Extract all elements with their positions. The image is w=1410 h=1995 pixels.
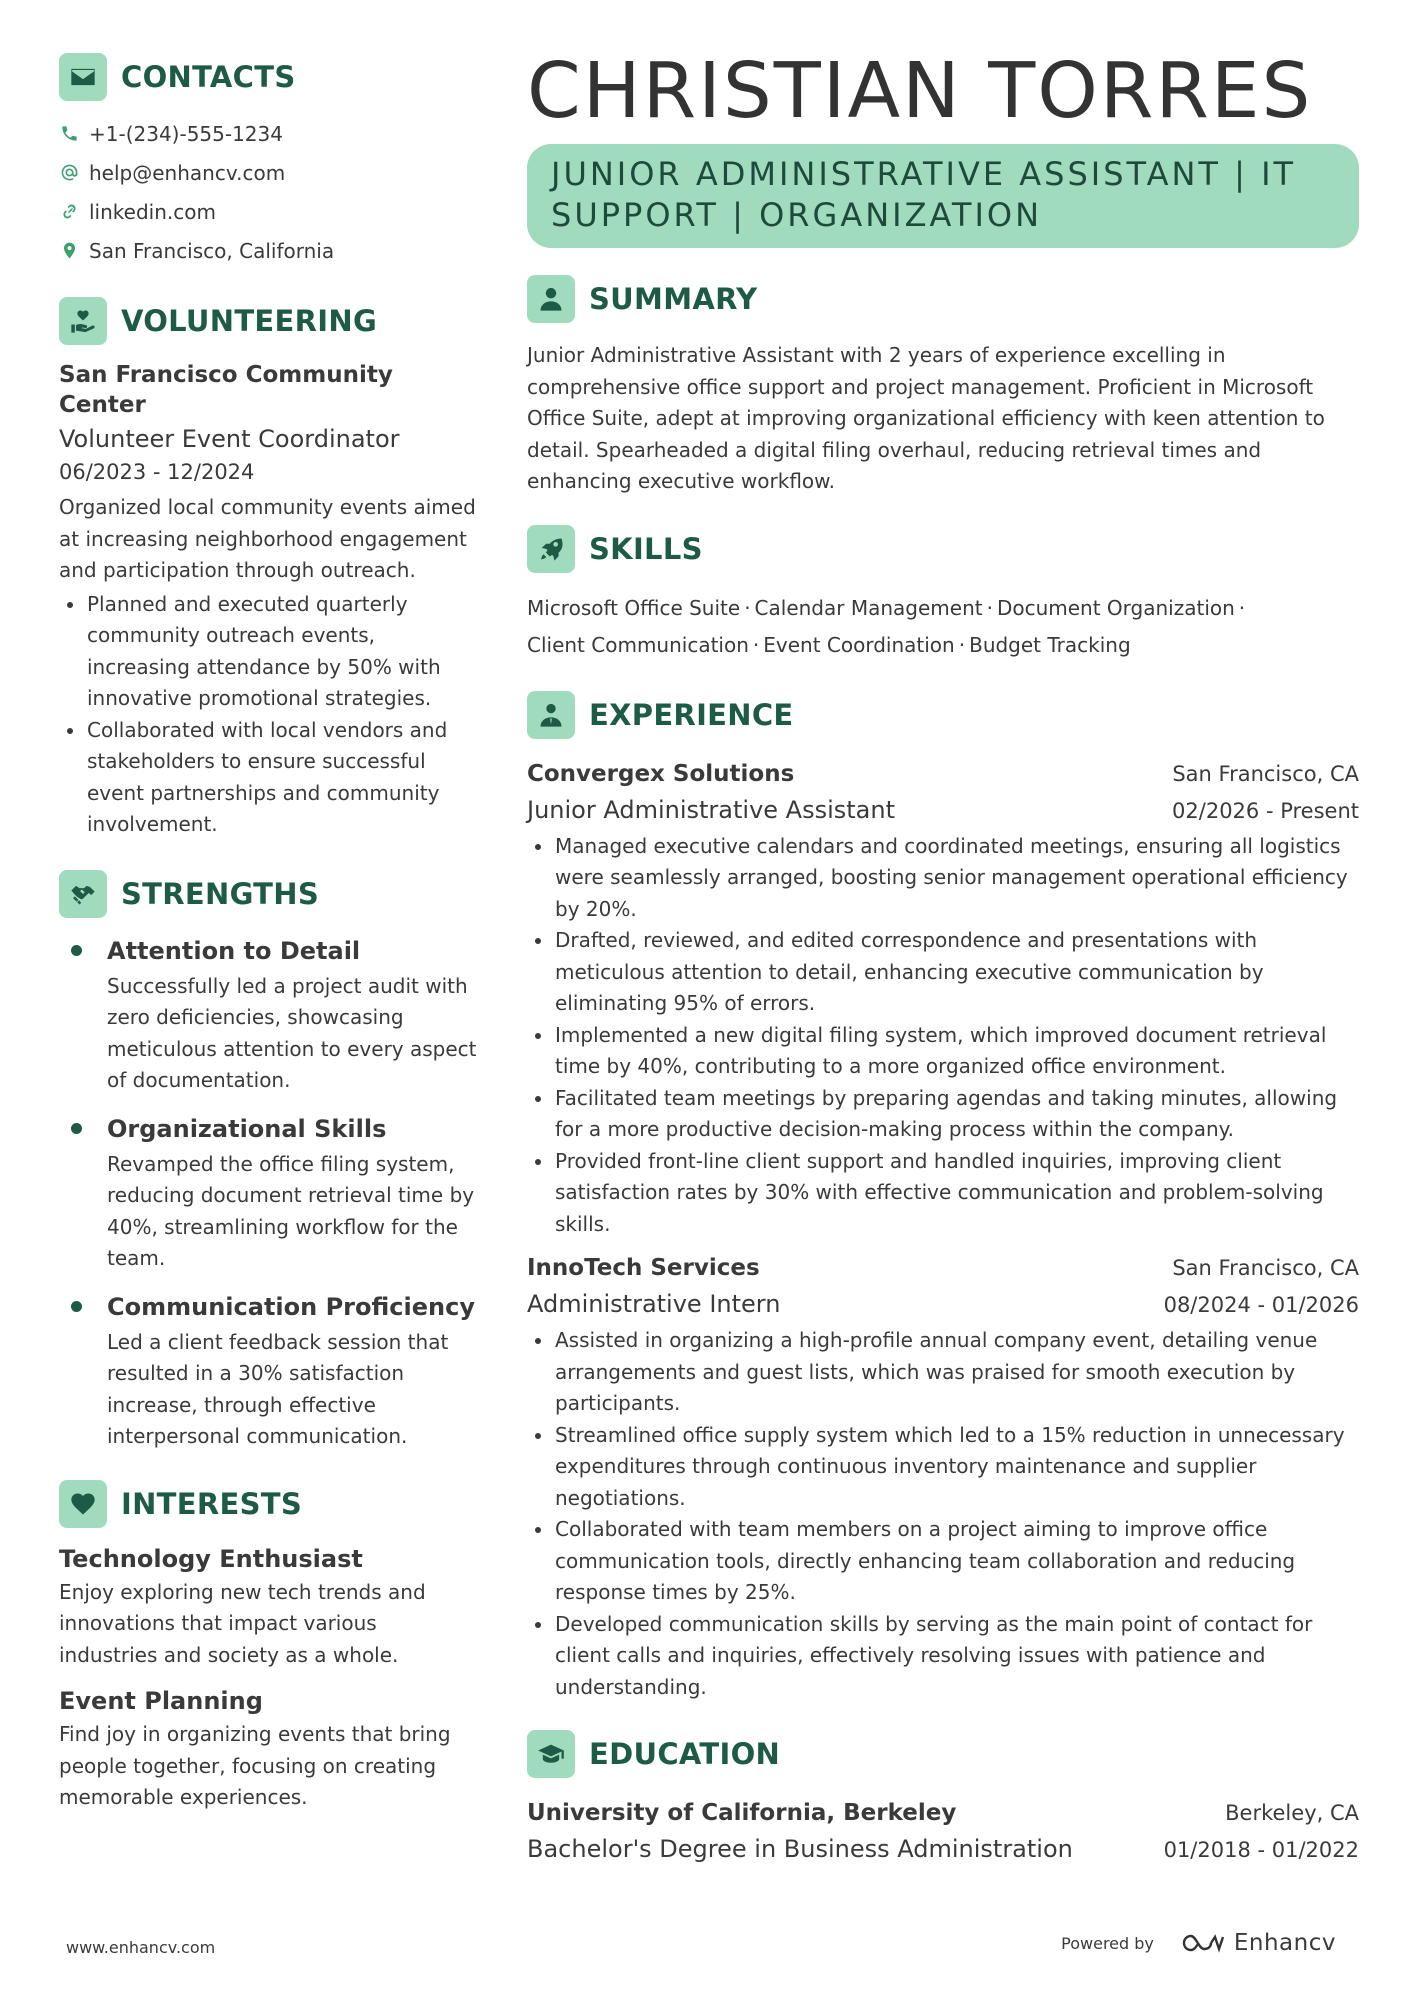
job-period: 08/2024 - 01/2026 xyxy=(1163,1293,1359,1317)
bullet-dot xyxy=(71,1301,82,1312)
skill-item: Client Communication xyxy=(527,632,749,657)
brand-name: Enhancv xyxy=(1233,1930,1336,1956)
list-item: Collaborated with local vendors and stakeholders to ensure successful event partnerships and community involvement. xyxy=(59,715,479,841)
education-period: 01/2018 - 01/2022 xyxy=(1163,1838,1359,1862)
list-item: Provided front-line client support and handled inquiries, improving client satisfaction rates by 30% with effective communication and problem-solving skills. xyxy=(527,1146,1359,1241)
skill-item: Budget Tracking xyxy=(969,632,1131,657)
interests-section xyxy=(59,1479,479,1814)
volunteer-role: Volunteer Event Coordinator xyxy=(59,425,400,453)
job-bullets xyxy=(527,1325,1359,1703)
strengths-section xyxy=(59,869,479,1453)
interests-title: INTERESTS xyxy=(121,1486,303,1521)
strength-item xyxy=(59,1291,479,1453)
strength-description: Successfully led a project audit with zero deficiencies, showcasing meticulous attention to every aspect of documentation. xyxy=(107,973,477,1092)
job-entry xyxy=(527,1250,1359,1703)
experience-section xyxy=(527,690,1359,1704)
volunteer-org: San Francisco Community Center xyxy=(59,362,393,418)
skill-separator: · xyxy=(986,595,993,620)
briefcase-person-icon xyxy=(527,691,575,739)
contact-location xyxy=(59,231,479,270)
interest-item xyxy=(59,1685,479,1814)
interest-title: Technology Enthusiast xyxy=(59,1544,363,1573)
skills-section xyxy=(527,524,1359,664)
job-period: 02/2026 - Present xyxy=(1172,798,1359,823)
education-entry xyxy=(527,1795,1359,1868)
skill-item: Document Organization xyxy=(996,595,1235,620)
skills-header xyxy=(527,524,1359,574)
contacts-section xyxy=(59,52,479,270)
education-subheader-row xyxy=(527,1831,1359,1868)
link-icon xyxy=(59,202,79,222)
bullet-dot xyxy=(71,1123,82,1134)
job-company: InnoTech Services xyxy=(527,1255,760,1281)
interests-header xyxy=(59,1479,479,1529)
list-item: Facilitated team meetings by preparing agendas and taking minutes, allowing for a more productive decision-making process within the company. xyxy=(527,1083,1359,1146)
strengths-header xyxy=(59,869,479,919)
linkedin-text: linkedin.com xyxy=(89,199,216,224)
job-company: Convergex Solutions xyxy=(527,760,795,787)
education-school: University of California, Berkeley xyxy=(527,1800,957,1826)
list-item: Drafted, reviewed, and edited correspondence and presentations with meticulous attention to detail, enhancing executive communication by eliminating 95% of errors. xyxy=(527,925,1359,1020)
education-title: EDUCATION xyxy=(589,1737,781,1771)
contact-phone[interactable] xyxy=(59,114,479,153)
interest-item xyxy=(59,1543,479,1672)
enhancv-logo-icon xyxy=(1180,1930,1226,1956)
contacts-title: CONTACTS xyxy=(121,60,296,94)
location-text: San Francisco, California xyxy=(89,238,335,263)
education-location: Berkeley, CA xyxy=(1225,1801,1359,1825)
skill-separator: · xyxy=(958,632,966,657)
job-position: Administrative Intern xyxy=(527,1290,781,1318)
contacts-header xyxy=(59,52,479,102)
list-item: Planned and executed quarterly community outreach events, increasing attendance by 50% with innovative promotional strategies. xyxy=(59,589,479,715)
job-header-row xyxy=(527,756,1359,792)
job-header-row xyxy=(527,1250,1359,1286)
contact-email[interactable] xyxy=(59,153,479,192)
volunteering-section xyxy=(59,296,479,841)
volunteer-bullets xyxy=(59,589,479,841)
person-icon xyxy=(527,275,575,323)
list-item: Developed communication skills by serving as the main point of contact for client calls and inquiries, effectively resolving issues with patience and understanding. xyxy=(527,1609,1359,1704)
volunteering-header xyxy=(59,296,479,346)
education-degree: Bachelor's Degree in Business Administration xyxy=(527,1835,1073,1863)
handshake-icon xyxy=(59,870,107,918)
skill-separator: · xyxy=(1238,595,1246,620)
education-header-row xyxy=(527,1795,1359,1831)
enhancv-logo[interactable] xyxy=(1180,1930,1336,1956)
summary-text: Junior Administrative Assistant with 2 years of experience excelling in comprehensive office support and project management. Proficient in Microsoft Office Suite, adept at improving organizational efficiency with keen attention to detail. Spearheaded a digital filing overhaul, reducing retrieval times and enhancing executive workflow. xyxy=(527,343,1325,493)
job-subheader-row xyxy=(527,1286,1359,1323)
job-entry xyxy=(527,756,1359,1241)
education-section xyxy=(527,1729,1359,1868)
list-item: Managed executive calendars and coordinated meetings, ensuring all logistics were seamlessly arranged, boosting senior management operational efficiency by 20%. xyxy=(527,831,1359,926)
job-location: San Francisco, CA xyxy=(1172,1256,1359,1280)
at-icon xyxy=(59,163,79,183)
hand-heart-icon xyxy=(59,297,107,345)
footer-website[interactable]: www.enhancv.com xyxy=(66,1938,216,1957)
envelope-icon xyxy=(59,53,107,101)
summary-section xyxy=(527,274,1359,498)
skills-title: SKILLS xyxy=(589,531,703,566)
education-header xyxy=(527,1729,1359,1779)
contact-list xyxy=(59,114,479,270)
phone-text: +1-(234)-555-1234 xyxy=(89,121,283,146)
location-pin-icon xyxy=(59,241,79,261)
powered-by-text: Powered by xyxy=(1061,1933,1154,1953)
volunteering-title: VOLUNTEERING xyxy=(121,304,378,338)
summary-header xyxy=(527,274,1359,324)
job-bullets xyxy=(527,831,1359,1241)
volunteer-description: Organized local community events aimed at increasing neighborhood engagement and participation through outreach. xyxy=(59,495,476,582)
experience-title: EXPERIENCE xyxy=(589,697,794,732)
strength-item xyxy=(59,1113,479,1275)
skill-item: Microsoft Office Suite xyxy=(527,595,741,620)
strength-title: Attention to Detail xyxy=(107,936,361,965)
skill-separator: · xyxy=(752,632,760,657)
skill-item: Calendar Management xyxy=(754,595,983,620)
phone-icon xyxy=(59,124,79,144)
job-subheader-row xyxy=(527,792,1359,829)
experience-header xyxy=(527,690,1359,740)
heart-icon xyxy=(59,1480,107,1528)
list-item: Assisted in organizing a high-profile annual company event, detailing venue arrangements and guest lists, which was praised for smooth execution by participants. xyxy=(527,1325,1359,1420)
strengths-title: STRENGTHS xyxy=(121,876,320,911)
skill-separator: · xyxy=(744,595,751,620)
list-item: Implemented a new digital filing system, which improved document retrieval time by 40%, contributing to a more organized office environment. xyxy=(527,1020,1359,1083)
strength-item xyxy=(59,935,479,1097)
job-position: Junior Administrative Assistant xyxy=(527,795,896,824)
strength-title: Communication Proficiency xyxy=(107,1292,475,1321)
skill-item: Event Coordination xyxy=(763,632,955,657)
headline-banner: JUNIOR ADMINISTRATIVE ASSISTANT | IT SUPPORT | ORGANIZATION xyxy=(527,144,1359,248)
contact-linkedin[interactable] xyxy=(59,192,479,231)
volunteer-entry xyxy=(59,360,479,841)
right-column xyxy=(527,48,1359,1868)
candidate-name: CHRISTIAN TORRES xyxy=(527,47,1313,136)
strength-title: Organizational Skills xyxy=(107,1114,387,1143)
graduation-cap-icon xyxy=(527,1730,575,1778)
summary-title: SUMMARY xyxy=(589,282,758,316)
list-item: Collaborated with team members on a project aiming to improve office communication tools, directly enhancing team collaboration and reducing response times by 25%. xyxy=(527,1514,1359,1609)
rocket-icon xyxy=(527,525,575,573)
interest-description: Find joy in organizing events that bring people together, focusing on creating memorable experiences. xyxy=(59,1722,451,1809)
footer-branding xyxy=(1061,1930,1336,1956)
strength-description: Led a client feedback session that resulted in a 30% satisfaction increase, through effective interpersonal communication. xyxy=(107,1329,449,1448)
skills-list xyxy=(527,590,1359,664)
bullet-dot xyxy=(71,945,82,956)
interest-description: Enjoy exploring new tech trends and innovations that impact various industries and society as a whole. xyxy=(59,1579,426,1667)
interest-title: Event Planning xyxy=(59,1687,263,1715)
left-column xyxy=(59,52,479,1814)
strength-description: Revamped the office filing system, reducing document retrieval time by 40%, streamlining workflow for the team. xyxy=(107,1151,475,1270)
email-text: help@enhancv.com xyxy=(89,160,286,185)
volunteer-dates: 06/2023 - 12/2024 xyxy=(59,460,255,484)
job-location: San Francisco, CA xyxy=(1172,761,1359,786)
list-item: Streamlined office supply system which led to a 15% reduction in unnecessary expenditures through continuous inventory maintenance and supplier negotiations. xyxy=(527,1420,1359,1515)
